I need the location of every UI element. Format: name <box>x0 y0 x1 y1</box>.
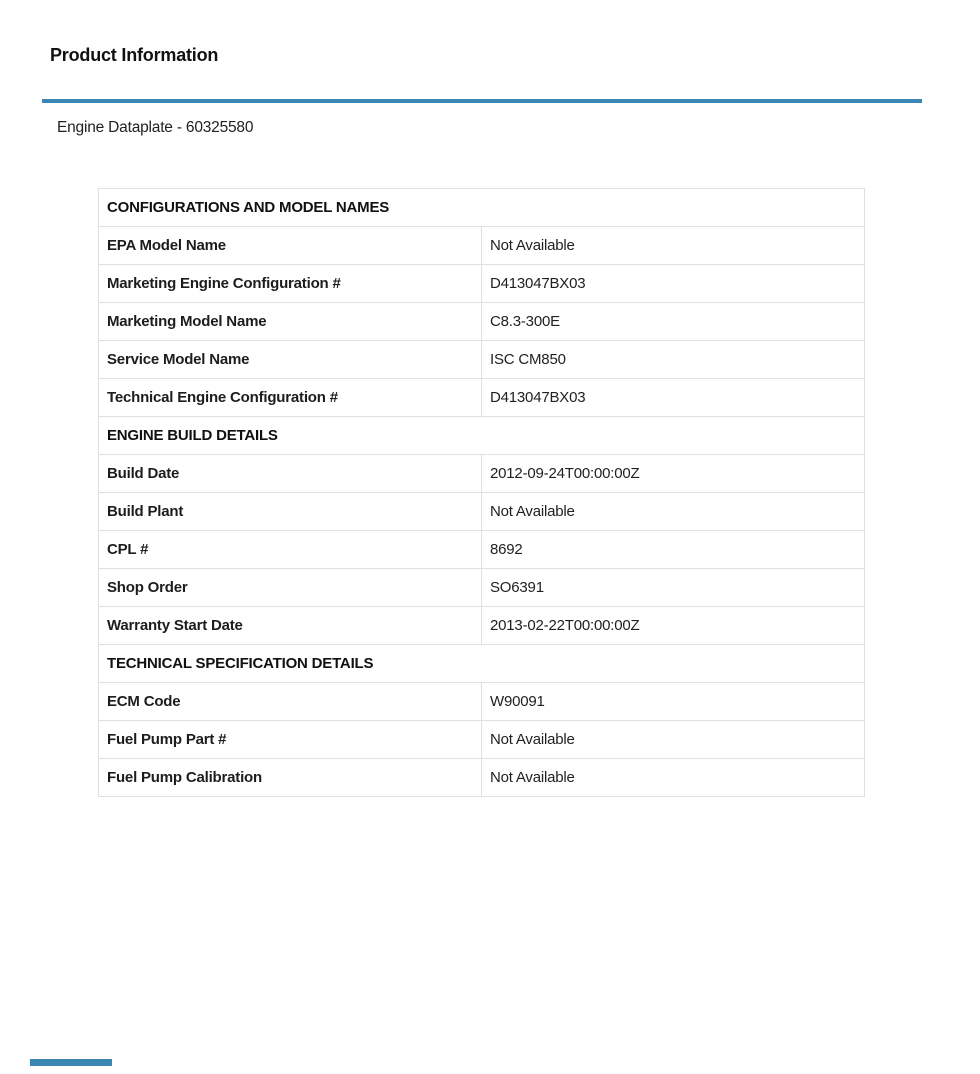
bottom-partial-divider <box>30 1059 112 1066</box>
table-row <box>99 341 865 379</box>
row-label: Fuel Pump Part # <box>99 721 482 759</box>
page-title: Product Information <box>50 45 219 65</box>
row-value: Not Available <box>482 227 865 265</box>
row-label: Service Model Name <box>99 341 482 379</box>
table-row <box>99 759 865 797</box>
section-header-label: CONFIGURATIONS AND MODEL NAMES <box>99 189 865 227</box>
table-row <box>99 265 865 303</box>
row-label: ECM Code <box>99 683 482 721</box>
row-label: EPA Model Name <box>99 227 482 265</box>
row-label: Fuel Pump Calibration <box>99 759 482 797</box>
table-row <box>99 227 865 265</box>
table-row <box>99 379 865 417</box>
table-row <box>99 683 865 721</box>
table-row <box>99 455 865 493</box>
engine-dataplate-subtitle: Engine Dataplate - 60325580 <box>57 119 254 136</box>
row-value: C8.3-300E <box>482 303 865 341</box>
table-row <box>99 607 865 645</box>
row-value: ISC CM850 <box>482 341 865 379</box>
table-row <box>99 531 865 569</box>
row-label: Build Plant <box>99 493 482 531</box>
table-row <box>99 569 865 607</box>
section-header-row <box>99 417 865 455</box>
row-value: D413047BX03 <box>482 379 865 417</box>
table-row <box>99 303 865 341</box>
row-label: CPL # <box>99 531 482 569</box>
section-header-label: TECHNICAL SPECIFICATION DETAILS <box>99 645 865 683</box>
row-label: Technical Engine Configuration # <box>99 379 482 417</box>
row-value: Not Available <box>482 721 865 759</box>
row-value: SO6391 <box>482 569 865 607</box>
row-label: Warranty Start Date <box>99 607 482 645</box>
row-value: Not Available <box>482 759 865 797</box>
row-value: 8692 <box>482 531 865 569</box>
engine-dataplate-table <box>98 188 865 797</box>
row-label: Marketing Engine Configuration # <box>99 265 482 303</box>
row-value: 2013-02-22T00:00:00Z <box>482 607 865 645</box>
row-value: 2012-09-24T00:00:00Z <box>482 455 865 493</box>
row-label: Marketing Model Name <box>99 303 482 341</box>
row-value: W90091 <box>482 683 865 721</box>
row-value: Not Available <box>482 493 865 531</box>
row-label: Build Date <box>99 455 482 493</box>
section-header-row <box>99 189 865 227</box>
section-header-row <box>99 645 865 683</box>
row-label: Shop Order <box>99 569 482 607</box>
row-value: D413047BX03 <box>482 265 865 303</box>
table-row <box>99 721 865 759</box>
table-row <box>99 493 865 531</box>
section-divider-line <box>42 99 922 103</box>
section-header-label: ENGINE BUILD DETAILS <box>99 417 865 455</box>
